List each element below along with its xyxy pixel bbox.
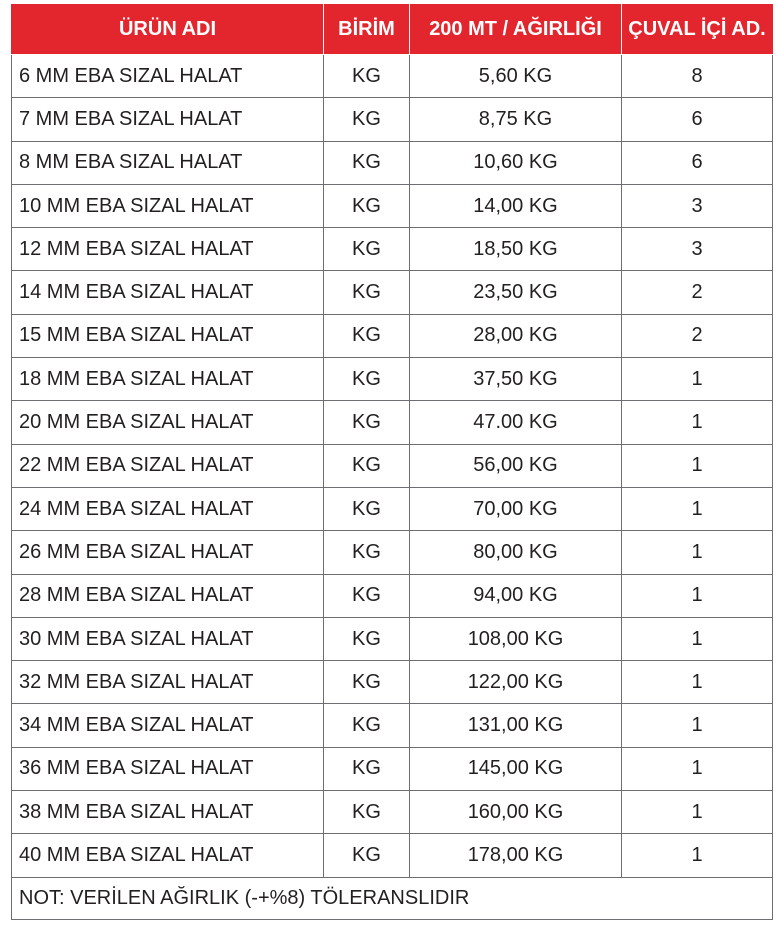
unit-cell: KG: [324, 704, 410, 747]
sack-count-cell: 1: [622, 358, 773, 401]
unit-cell: KG: [324, 98, 410, 141]
header-unit: BİRİM: [324, 4, 410, 55]
sack-count-cell: 1: [622, 617, 773, 660]
table-header: [12, 4, 773, 55]
unit-cell: KG: [324, 747, 410, 790]
product-name-cell: 34 MM EBA SIZAL HALAT: [12, 704, 324, 747]
header-weight-200m: 200 MT / AĞIRLIĞI: [410, 4, 622, 55]
weight-cell: 56,00 KG: [410, 444, 622, 487]
product-name-cell: 14 MM EBA SIZAL HALAT: [12, 271, 324, 314]
table-row: [12, 487, 773, 530]
table-row: [12, 444, 773, 487]
unit-cell: KG: [324, 487, 410, 530]
sack-count-cell: 1: [622, 487, 773, 530]
header-row: [12, 4, 773, 55]
table-row: [12, 574, 773, 617]
table-body: [12, 55, 773, 920]
weight-cell: 80,00 KG: [410, 531, 622, 574]
weight-cell: 47.00 KG: [410, 401, 622, 444]
sack-count-cell: 1: [622, 574, 773, 617]
product-name-cell: 7 MM EBA SIZAL HALAT: [12, 98, 324, 141]
weight-cell: 122,00 KG: [410, 661, 622, 704]
unit-cell: KG: [324, 314, 410, 357]
weight-cell: 28,00 KG: [410, 314, 622, 357]
sack-count-cell: 1: [622, 401, 773, 444]
weight-cell: 8,75 KG: [410, 98, 622, 141]
weight-cell: 94,00 KG: [410, 574, 622, 617]
weight-cell: 23,50 KG: [410, 271, 622, 314]
table-row: [12, 358, 773, 401]
weight-cell: 131,00 KG: [410, 704, 622, 747]
product-name-cell: 15 MM EBA SIZAL HALAT: [12, 314, 324, 357]
unit-cell: KG: [324, 444, 410, 487]
weight-cell: 108,00 KG: [410, 617, 622, 660]
table-row: [12, 747, 773, 790]
weight-cell: 14,00 KG: [410, 184, 622, 227]
unit-cell: KG: [324, 228, 410, 271]
product-name-cell: 38 MM EBA SIZAL HALAT: [12, 791, 324, 834]
header-count-per-sack: ÇUVAL İÇİ AD.: [622, 4, 773, 55]
unit-cell: KG: [324, 141, 410, 184]
table-row: [12, 661, 773, 704]
product-name-cell: 22 MM EBA SIZAL HALAT: [12, 444, 324, 487]
sack-count-cell: 3: [622, 184, 773, 227]
table-row: [12, 271, 773, 314]
sack-count-cell: 3: [622, 228, 773, 271]
product-name-cell: 28 MM EBA SIZAL HALAT: [12, 574, 324, 617]
table-row: [12, 314, 773, 357]
table-row: [12, 704, 773, 747]
weight-cell: 10,60 KG: [410, 141, 622, 184]
sack-count-cell: 1: [622, 661, 773, 704]
table-row: [12, 184, 773, 227]
table-row: [12, 834, 773, 877]
product-name-cell: 18 MM EBA SIZAL HALAT: [12, 358, 324, 401]
sack-count-cell: 1: [622, 747, 773, 790]
unit-cell: KG: [324, 574, 410, 617]
weight-cell: 5,60 KG: [410, 55, 622, 98]
sack-count-cell: 1: [622, 531, 773, 574]
sack-count-cell: 1: [622, 704, 773, 747]
sack-count-cell: 6: [622, 98, 773, 141]
unit-cell: KG: [324, 617, 410, 660]
weight-cell: 145,00 KG: [410, 747, 622, 790]
table-row: [12, 228, 773, 271]
tolerance-note-row: [12, 877, 773, 919]
unit-cell: KG: [324, 401, 410, 444]
unit-cell: KG: [324, 358, 410, 401]
header-product-name: ÜRÜN ADI: [12, 4, 324, 55]
product-name-cell: 8 MM EBA SIZAL HALAT: [12, 141, 324, 184]
table-row: [12, 791, 773, 834]
product-name-cell: 24 MM EBA SIZAL HALAT: [12, 487, 324, 530]
weight-cell: 70,00 KG: [410, 487, 622, 530]
weight-cell: 178,00 KG: [410, 834, 622, 877]
weight-cell: 160,00 KG: [410, 791, 622, 834]
table-row: [12, 531, 773, 574]
unit-cell: KG: [324, 661, 410, 704]
product-name-cell: 12 MM EBA SIZAL HALAT: [12, 228, 324, 271]
unit-cell: KG: [324, 271, 410, 314]
product-name-cell: 36 MM EBA SIZAL HALAT: [12, 747, 324, 790]
unit-cell: KG: [324, 531, 410, 574]
product-weight-table: [11, 4, 773, 920]
table-row: [12, 141, 773, 184]
sack-count-cell: 2: [622, 271, 773, 314]
sack-count-cell: 8: [622, 55, 773, 98]
table-row: [12, 98, 773, 141]
sack-count-cell: 1: [622, 444, 773, 487]
weight-cell: 18,50 KG: [410, 228, 622, 271]
table-row: [12, 55, 773, 98]
table-row: [12, 617, 773, 660]
product-name-cell: 32 MM EBA SIZAL HALAT: [12, 661, 324, 704]
sack-count-cell: 1: [622, 791, 773, 834]
unit-cell: KG: [324, 834, 410, 877]
product-name-cell: 20 MM EBA SIZAL HALAT: [12, 401, 324, 444]
unit-cell: KG: [324, 55, 410, 98]
sack-count-cell: 1: [622, 834, 773, 877]
product-name-cell: 30 MM EBA SIZAL HALAT: [12, 617, 324, 660]
tolerance-note: NOT: VERİLEN AĞIRLIK (-+%8) TÖLERANSLIDIR: [12, 877, 773, 919]
weight-cell: 37,50 KG: [410, 358, 622, 401]
product-name-cell: 40 MM EBA SIZAL HALAT: [12, 834, 324, 877]
product-name-cell: 10 MM EBA SIZAL HALAT: [12, 184, 324, 227]
unit-cell: KG: [324, 791, 410, 834]
product-name-cell: 26 MM EBA SIZAL HALAT: [12, 531, 324, 574]
sack-count-cell: 6: [622, 141, 773, 184]
table-row: [12, 401, 773, 444]
product-name-cell: 6 MM EBA SIZAL HALAT: [12, 55, 324, 98]
unit-cell: KG: [324, 184, 410, 227]
sack-count-cell: 2: [622, 314, 773, 357]
